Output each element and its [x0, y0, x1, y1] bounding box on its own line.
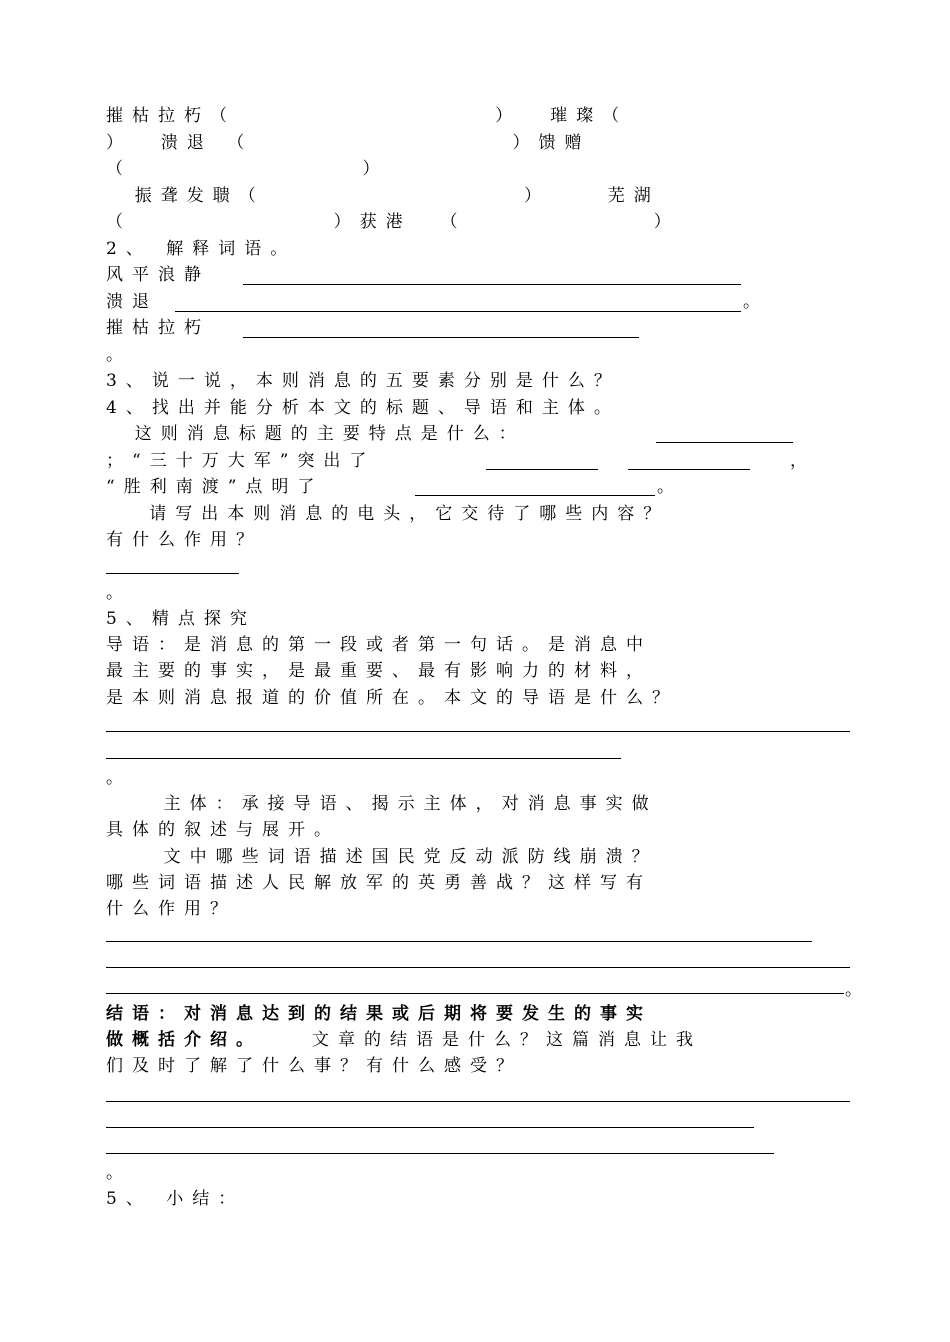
period: 。 — [106, 768, 132, 788]
pinyin-line-5: （ ）获港 （ ） — [106, 212, 680, 232]
jieyu-question-cont: 们及时了解了什么事？有什么感受？ — [106, 1056, 522, 1076]
zhuti-line-2: 具体的叙述与展开。 — [106, 820, 340, 840]
summary-title: 5、 小结： — [106, 1189, 245, 1209]
pinyin-line-3: （ ） — [106, 159, 389, 179]
jieyu-question: 文章的结语是什么？这篇消息让我 — [312, 1030, 702, 1050]
term-cuikulaxiu: 摧枯拉朽 — [106, 318, 210, 338]
period: 。 — [106, 583, 132, 603]
period: 。 — [657, 477, 683, 497]
question-4: 4、找出并能分析本文的标题、导语和主体。 — [106, 398, 620, 418]
daoyu-line-3: 是本则消息报道的价值所在。本文的导语是什么？ — [106, 688, 678, 708]
question-2-title: 2、 解释词语。 — [106, 239, 297, 259]
period: 。 — [743, 292, 769, 312]
answer-line[interactable] — [106, 1101, 850, 1102]
answer-line[interactable] — [106, 758, 621, 759]
answer-line[interactable] — [106, 731, 850, 732]
period: 。 — [106, 345, 132, 365]
answer-line[interactable] — [106, 573, 239, 574]
diantou-question: 请写出本则消息的电头，它交待了哪些内容？ — [106, 504, 670, 524]
answer-line[interactable] — [628, 469, 750, 470]
daoyu-line-2: 最主要的事实，是最重要、最有影响力的材料， — [106, 661, 652, 681]
answer-line[interactable] — [175, 311, 741, 312]
diantou-question-cont: 有什么作用？ — [106, 530, 262, 550]
answer-line[interactable] — [106, 1127, 754, 1128]
answer-line[interactable] — [656, 442, 793, 443]
daoyu-line-1: 导语：是消息的第一段或者第一句话。是消息中 — [106, 635, 652, 655]
answer-line[interactable] — [106, 1153, 774, 1154]
period: 。 — [106, 1163, 132, 1183]
answer-line[interactable] — [243, 337, 639, 338]
period: 。 — [845, 980, 871, 1000]
title-feature-question: 这则消息标题的主要特点是什么： — [106, 424, 525, 444]
pinyin-line-2: ） 溃退 （ ）馈赠 — [106, 133, 591, 153]
zhuti-question-1: 文中哪些词语描述国民党反动派防线崩溃？ — [106, 847, 658, 867]
zhuti-question-3: 什么作用？ — [106, 899, 236, 919]
sanshiwan-question: ；“三十万大军”突出了 — [106, 451, 376, 471]
answer-line[interactable] — [106, 967, 850, 968]
comma: ， — [790, 451, 816, 471]
zhuti-question-2: 哪些词语描述人民解放军的英勇善战？这样写有 — [106, 873, 652, 893]
zhuti-line-1: 主体：承接导语、揭示主体，对消息事实做 — [106, 794, 658, 814]
answer-line[interactable] — [106, 993, 844, 994]
answer-line[interactable] — [415, 495, 655, 496]
term-fengpinglangjing: 风平浪静 — [106, 265, 210, 285]
term-kuitui: 溃退 — [106, 292, 158, 312]
answer-line[interactable] — [486, 469, 598, 470]
question-5-title: 5、精点探究 — [106, 609, 256, 629]
pinyin-line-1: 摧枯拉朽（ ） 璀璨（ — [106, 106, 629, 126]
jieyu-definition-cont: 做概括介绍。 — [106, 1030, 262, 1050]
answer-line[interactable] — [243, 284, 741, 285]
question-3: 3、说一说，本则消息的五要素分别是什么？ — [106, 371, 620, 391]
jieyu-definition: 结语：对消息达到的结果或后期将要发生的事实 — [106, 1004, 652, 1024]
pinyin-line-4: 振聋发聩（ ） 芜湖 — [106, 186, 660, 206]
shenglinandu-question: “胜利南渡”点明了 — [106, 477, 324, 497]
answer-line[interactable] — [106, 941, 812, 942]
